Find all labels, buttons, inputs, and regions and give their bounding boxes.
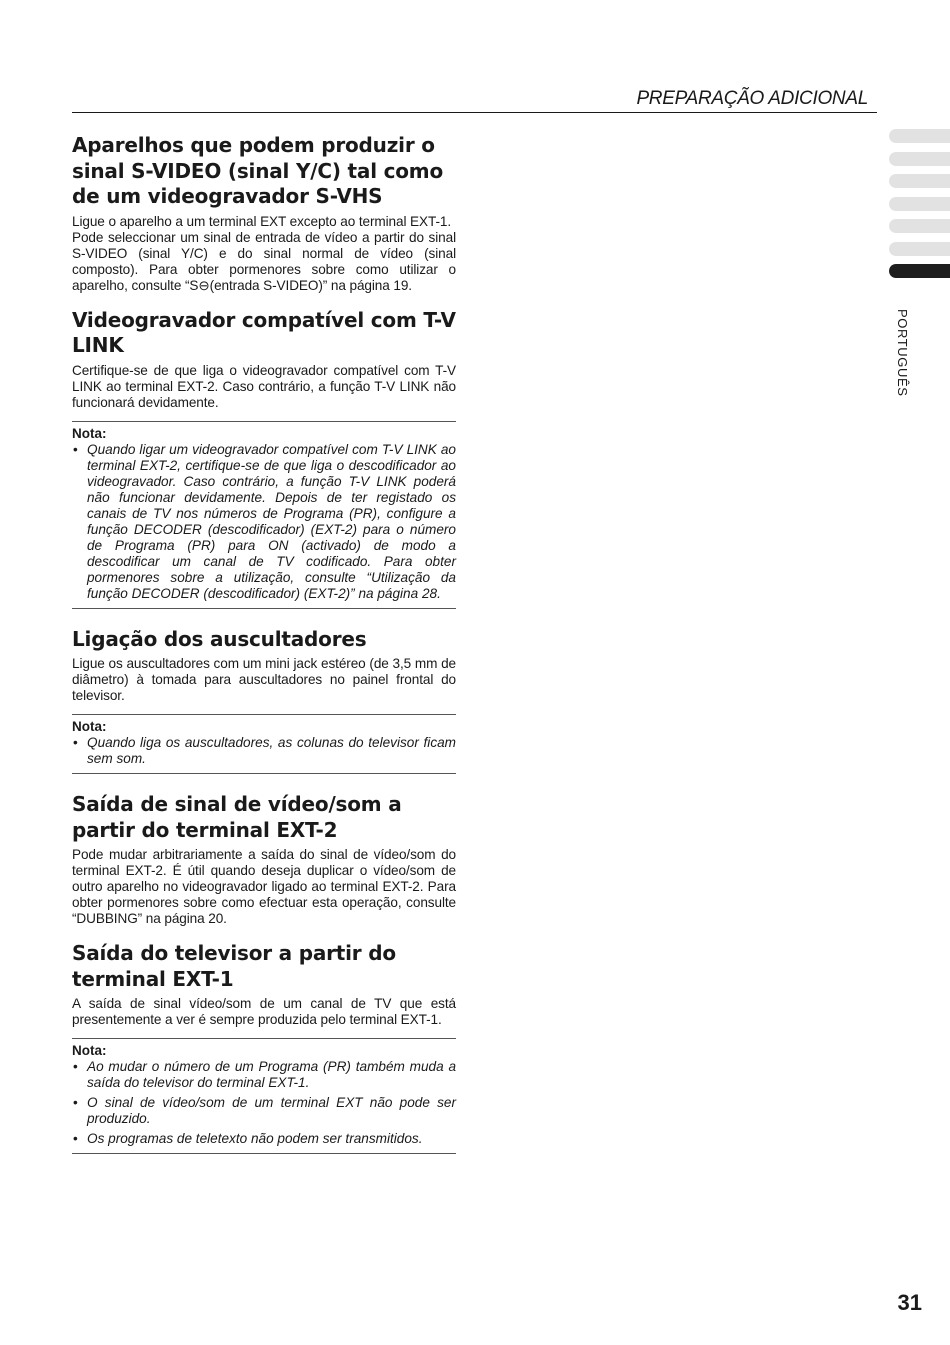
header-rule xyxy=(72,112,877,113)
chapter-tab xyxy=(889,152,950,166)
note-list xyxy=(72,735,456,767)
note-list xyxy=(72,442,456,602)
note-item: • Os programas de teletexto não podem ser transmitidos. xyxy=(72,1131,456,1147)
body-paragraph: Ligue o aparelho a um terminal EXT excepto ao terminal EXT-1. xyxy=(72,213,452,229)
language-side-label: PORTUGUÊS xyxy=(895,309,910,397)
running-header: PREPARAÇÃO ADICIONAL xyxy=(636,88,868,109)
note-item: • Quando ligar um videogravador compatível com T-V LINK ao terminal EXT-2, certifique-se de que liga o descodificador ao videogravador. Caso contrário, a função T-V LINK poderá não funcionar devidamente. Depois de ter registado os canais de TV nos números de Programa (PR), configure a função DECODER (descodificador) (EXT-2) para o número de Programa (PR) para ON (activado) de modo a descodificar um canal de TV codificado. Para obter pormenores sobre a utilização, consulte “Utilização da função DECODER (descodificador) (EXT-2)” na página 28. xyxy=(72,442,456,602)
note-item: • O sinal de vídeo/som de um terminal EXT não pode ser produzido. xyxy=(72,1095,456,1127)
section-ext2-output xyxy=(72,792,456,927)
section-heading: Saída de sinal de vídeo/som a partir do terminal EXT-2 xyxy=(72,792,402,842)
note-box xyxy=(72,1038,456,1154)
body-paragraph: Ligue os auscultadores com um mini jack estéreo (de 3,5 mm de diâmetro) à tomada para auscultadores no painel frontal do televisor. xyxy=(72,656,456,703)
note-box xyxy=(72,714,456,774)
note-list xyxy=(72,1059,456,1147)
body-paragraph: Pode seleccionar um sinal de entrada de vídeo a partir do sinal S-VIDEO (sinal Y/C) e do sinal normal de vídeo (sinal composto). Para obter pormenores sobre como utilizar o aparelho, consulte “S⊖(entrada S-VIDEO)” na página 19. xyxy=(72,229,456,293)
note-box xyxy=(72,421,456,609)
chapter-tab xyxy=(889,129,950,143)
chapter-tab xyxy=(889,174,950,188)
section-heading: Videogravador compatível com T-V LINK xyxy=(72,307,456,357)
note-item: • Ao mudar o número de um Programa (PR) também muda a saída do televisor do terminal EXT-1. xyxy=(72,1059,456,1091)
main-column xyxy=(72,133,456,1154)
page-number: 31 xyxy=(897,1290,922,1315)
section-heading: Ligação dos auscultadores xyxy=(72,626,367,651)
section-ext1-output xyxy=(72,941,456,1154)
chapter-tab xyxy=(889,219,950,233)
note-title: Nota: xyxy=(72,719,107,734)
note-title: Nota: xyxy=(72,1043,107,1058)
body-paragraph: Pode mudar arbitrariamente a saída do sinal de vídeo/som do terminal EXT-2. É útil quando deseja duplicar o vídeo/som de outro aparelho no videogravador ligado ao terminal EXT-2. Para obter pormenores sobre como efectuar esta operação, consulte “DUBBING” na página 20. xyxy=(72,847,456,926)
chapter-tabs xyxy=(889,129,950,287)
chapter-tab xyxy=(889,242,950,256)
section-heading: Aparelhos que podem produzir o sinal S-VIDEO (sinal Y/C) tal como de um videogravador S-VHS xyxy=(72,133,443,208)
chapter-tab xyxy=(889,197,950,211)
body-paragraph: Certifique-se de que liga o videogravador compatível com T-V LINK ao terminal EXT-2. Caso contrário, a função T-V LINK não funcionará devidamente. xyxy=(72,362,456,410)
note-title: Nota: xyxy=(72,425,107,441)
section-tvlink xyxy=(72,308,456,609)
section-heading: Saída do televisor a partir do terminal EXT-1 xyxy=(72,941,396,991)
chapter-tab-active xyxy=(889,264,950,278)
section-headphones xyxy=(72,627,456,775)
note-item: • Quando liga os auscultadores, as colunas do televisor ficam sem som. xyxy=(72,735,456,767)
body-paragraph: A saída de sinal vídeo/som de um canal de TV que está presentemente a ver é sempre produzida pelo terminal EXT-1. xyxy=(72,996,456,1027)
section-svideo xyxy=(72,133,456,294)
